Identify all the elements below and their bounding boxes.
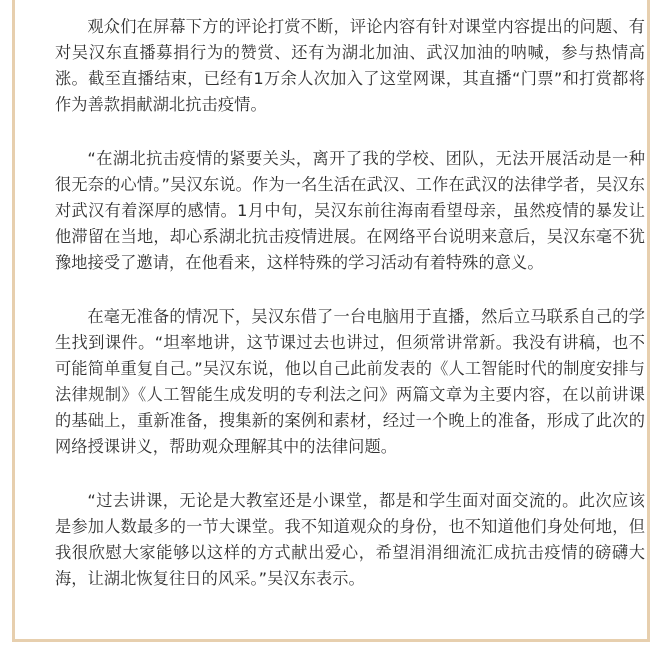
paragraph-1: 观众们在屏幕下方的评论打赏不断，评论内容有针对课堂内容提出的问题、有对吴汉东直播募捐行为的赞赏、还有为湖北加油、武汉加油的呐喊，参与热情高涨。截至直播结束，已经有1万余人次加入了这堂网课，其直播“门票”和打赏都将作为善款捐献湖北抗击疫情。 [55, 17, 645, 114]
paragraph-3: 在毫无准备的情况下，吴汉东借了一台电脑用于直播，然后立马联系自己的学生找到课件。“坦率地讲，这节课过去也讲过，但须常讲常新。我没有讲稿，也不可能简单重复自己。”吴汉东说，他以自己此前发表的《人工智能时代的制度安排与法律规制》《人工智能生成发明的专利法之问》两篇文章为主要内容，在以前讲课的基础上，重新准备，搜集新的案例和素材，经过一个晚上的准备，形成了此次的网络授课讲义，帮助观众理解其中的法律问题。 [55, 307, 645, 456]
article-body [55, 14, 645, 592]
paragraph-4: “过去讲课，无论是大教室还是小课堂，都是和学生面对面交流的。此次应该是参加人数最多的一节大课堂。我不知道观众的身份，也不知道他们身处何地，但我很欣慰大家能够以这样的方式献出爱心，希望涓涓细流汇成抗击疫情的磅礴大海，让湖北恢复往日的风采。”吴汉东表示。 [55, 491, 645, 588]
article-frame [12, 0, 650, 642]
paragraph-2: “在湖北抗击疫情的紧要关头，离开了我的学校、团队，无法开展活动是一种很无奈的心情。”吴汉东说。作为一名生活在武汉、工作在武汉的法律学者，吴汉东对武汉有着深厚的感情。1月中旬，吴汉东前往海南看望母亲，虽然疫情的暴发让他滞留在当地，却心系湖北抗击疫情进展。在网络平台说明来意后，吴汉东毫不犹豫地接受了邀请，在他看来，这样特殊的学习活动有着特殊的意义。 [55, 149, 645, 272]
